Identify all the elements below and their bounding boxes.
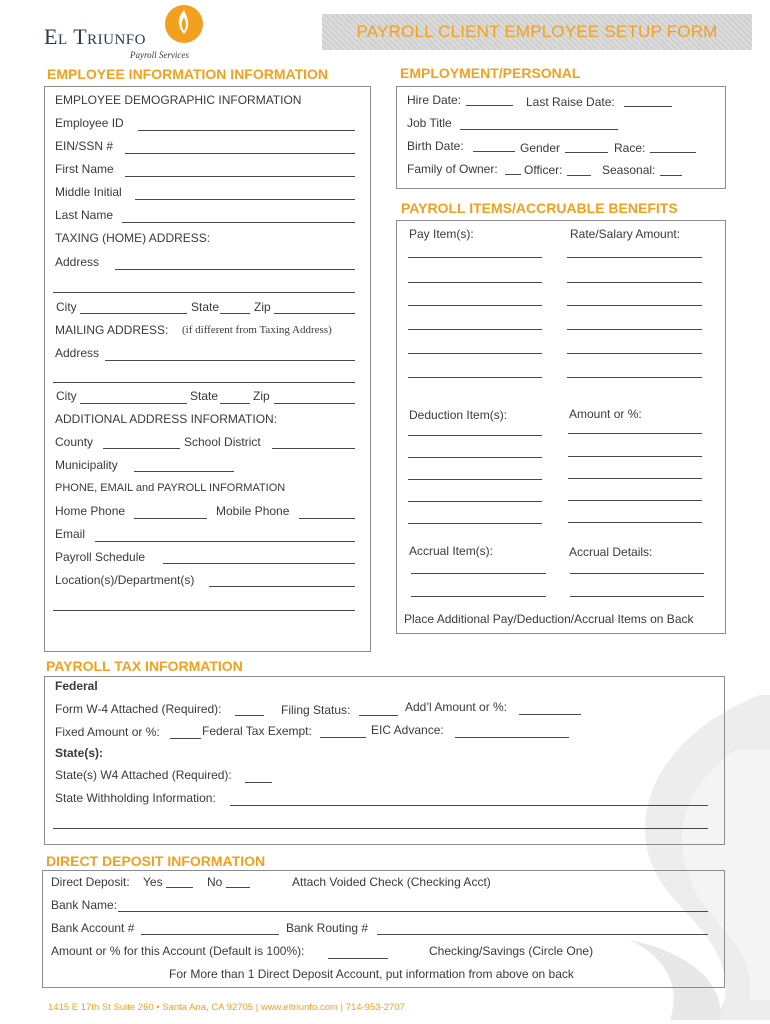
employee-id-label: Employee ID <box>55 116 124 130</box>
accrual-details-label: Accrual Details: <box>569 545 653 559</box>
yes-label: Yes <box>143 875 163 889</box>
deduction-item-field[interactable] <box>408 435 542 436</box>
form-title: PAYROLL CLIENT EMPLOYEE SETUP FORM <box>356 22 718 41</box>
logo-subtitle: Payroll Services <box>130 50 189 60</box>
no-field[interactable] <box>226 887 250 888</box>
family-of-owner-label: Family of Owner: <box>407 162 498 176</box>
city-field[interactable] <box>80 313 187 314</box>
deduction-item-field[interactable] <box>408 501 542 502</box>
bank-name-label: Bank Name: <box>51 898 118 912</box>
no-label: No <box>207 875 223 889</box>
county-field[interactable] <box>103 448 180 449</box>
county-label: County <box>55 435 94 449</box>
job-title-label: Job Title <box>407 116 452 130</box>
accrual-details-field[interactable] <box>570 573 704 574</box>
officer-field[interactable] <box>567 175 591 176</box>
employment-heading: EMPLOYMENT/PERSONAL <box>400 65 581 81</box>
more-accounts-note: For More than 1 Direct Deposit Account, put information from above on back <box>169 967 574 981</box>
deduction-amount-field[interactable] <box>568 456 702 457</box>
state-w4-label: State(s) W4 Attached (Required): <box>55 768 232 782</box>
form-title-banner <box>322 14 752 50</box>
city-label: City <box>56 300 77 314</box>
rate-field[interactable] <box>567 353 702 354</box>
zip-label: Zip <box>254 300 271 314</box>
demographic-label: EMPLOYEE DEMOGRAPHIC INFORMATION <box>55 93 302 107</box>
rate-field[interactable] <box>567 329 702 330</box>
mailing-city-field[interactable] <box>80 403 187 404</box>
location-department-field-2[interactable] <box>53 610 355 611</box>
mobile-phone-label: Mobile Phone <box>216 504 290 518</box>
filing-status-label: Filing Status: <box>281 703 351 717</box>
footer: 1415 E 17th St Suite 260 • Santa Ana, CA 92705 | www.eltriunfo.com | 714-953-2707 <box>48 1002 405 1013</box>
additional-address-label: ADDITIONAL ADDRESS INFORMATION: <box>55 412 278 426</box>
municipality-label: Municipality <box>55 458 118 472</box>
eic-advance-label: EIC Advance: <box>371 723 444 737</box>
address-field[interactable] <box>115 269 355 270</box>
home-phone-label: Home Phone <box>55 504 126 518</box>
officer-label: Officer: <box>524 163 563 177</box>
race-label: Race: <box>614 141 646 155</box>
gender-field[interactable] <box>565 152 608 153</box>
bank-account-label: Bank Account # <box>51 921 135 935</box>
employee-info-heading: EMPLOYEE INFORMATION INFORMATION <box>47 66 329 82</box>
accrual-item-field[interactable] <box>411 573 546 574</box>
deduction-item-field[interactable] <box>408 479 542 480</box>
first-name-label: First Name <box>55 162 114 176</box>
rate-field[interactable] <box>567 377 702 378</box>
mobile-phone-field[interactable] <box>299 518 355 519</box>
seasonal-label: Seasonal: <box>602 163 656 177</box>
bank-routing-label: Bank Routing # <box>286 921 369 935</box>
birth-date-label: Birth Date: <box>407 139 464 153</box>
logo-name: El Triunfo <box>44 24 146 49</box>
municipality-field[interactable] <box>134 471 234 472</box>
bank-account-field[interactable] <box>141 934 279 935</box>
pay-item-field[interactable] <box>408 353 542 354</box>
deduction-amount-field[interactable] <box>568 433 702 434</box>
mailing-city-label: City <box>56 389 77 403</box>
birth-date-field[interactable] <box>473 151 515 152</box>
w4-attached-label: Form W-4 Attached (Required): <box>55 702 222 716</box>
school-district-label: School District <box>184 435 261 449</box>
deduction-item-field[interactable] <box>408 457 542 458</box>
family-of-owner-field[interactable] <box>505 174 521 175</box>
state-withholding-field-2[interactable] <box>53 828 708 829</box>
ein-ssn-label: EIN/SSN # <box>55 139 114 153</box>
last-raise-date-label: Last Raise Date: <box>526 95 615 109</box>
last-name-label: Last Name <box>55 208 114 222</box>
fixed-amount-label: Fixed Amount or %: <box>55 725 160 739</box>
ein-ssn-field[interactable] <box>125 153 355 154</box>
address-field-2[interactable] <box>53 292 355 293</box>
direct-deposit-heading: DIRECT DEPOSIT INFORMATION <box>46 853 266 869</box>
payroll-items-heading: PAYROLL ITEMS/ACCRUABLE BENEFITS <box>401 200 678 216</box>
employee-id-field[interactable] <box>138 130 355 131</box>
filing-status-field[interactable] <box>359 715 398 716</box>
state-withholding-label: State Withholding Information: <box>55 791 216 805</box>
accrual-items-label: Accrual Item(s): <box>409 544 494 558</box>
location-department-field[interactable] <box>209 586 355 587</box>
hire-date-label: Hire Date: <box>407 93 462 107</box>
federal-label: Federal <box>55 679 98 693</box>
mailing-state-label: State <box>190 389 219 403</box>
taxing-address-label: TAXING (HOME) ADDRESS: <box>55 231 211 245</box>
job-title-field[interactable] <box>460 129 618 130</box>
mailing-zip-field[interactable] <box>274 403 355 404</box>
first-name-field[interactable] <box>125 176 355 177</box>
seasonal-field[interactable] <box>660 175 682 176</box>
middle-initial-field[interactable] <box>135 199 355 200</box>
email-field[interactable] <box>95 541 355 542</box>
amount-pct-field[interactable] <box>328 958 388 959</box>
eic-advance-field[interactable] <box>455 737 569 738</box>
mailing-state-field[interactable] <box>220 403 250 404</box>
mailing-address-field[interactable] <box>105 360 355 361</box>
deduction-items-label: Deduction Item(s): <box>409 408 508 422</box>
address-label: Address <box>55 255 100 269</box>
pay-items-label: Pay Item(s): <box>409 227 474 241</box>
pay-item-field[interactable] <box>408 257 542 258</box>
location-department-label: Location(s)/Department(s) <box>55 573 195 587</box>
mailing-address-field-label: Address <box>55 346 100 360</box>
pay-item-field[interactable] <box>408 329 542 330</box>
email-label: Email <box>55 527 86 541</box>
mailing-address-label: MAILING ADDRESS: <box>55 323 169 337</box>
w4-attached-field[interactable] <box>235 715 264 716</box>
federal-exempt-field[interactable] <box>320 737 366 738</box>
yes-field[interactable] <box>166 887 193 888</box>
state-withholding-field[interactable] <box>230 805 708 806</box>
deduction-amount-field[interactable] <box>568 500 702 501</box>
payroll-items-note: Place Additional Pay/Deduction/Accrual Items on Back <box>404 612 694 626</box>
school-district-field[interactable] <box>272 448 355 449</box>
gender-label: Gender <box>520 141 561 155</box>
race-field[interactable] <box>650 152 696 153</box>
direct-deposit-label: Direct Deposit: <box>51 875 130 889</box>
home-phone-field[interactable] <box>134 518 207 519</box>
deduction-amount-field[interactable] <box>568 478 702 479</box>
addl-amount-label: Add’l Amount or %: <box>405 700 508 714</box>
deduction-amount-field[interactable] <box>568 522 702 523</box>
amount-or-pct-label: Amount or %: <box>569 407 642 421</box>
phone-email-payroll-label: PHONE, EMAIL and PAYROLL INFORMATION <box>55 482 286 494</box>
fixed-amount-field[interactable] <box>170 738 201 739</box>
bank-routing-field[interactable] <box>377 934 708 935</box>
attach-check-label: Attach Voided Check (Checking Acct) <box>292 875 491 889</box>
pay-item-field[interactable] <box>408 305 542 306</box>
deduction-item-field[interactable] <box>408 523 542 524</box>
logo <box>44 24 146 50</box>
last-name-field[interactable] <box>122 222 355 223</box>
rate-field[interactable] <box>567 257 702 258</box>
payroll-schedule-field[interactable] <box>163 563 355 564</box>
tax-info-heading: PAYROLL TAX INFORMATION <box>46 658 243 674</box>
checking-savings-label: Checking/Savings (Circle One) <box>429 944 594 958</box>
rate-salary-label: Rate/Salary Amount: <box>570 227 681 241</box>
mailing-address-field-2[interactable] <box>53 382 355 383</box>
state-field[interactable] <box>220 313 250 314</box>
payroll-schedule-label: Payroll Schedule <box>55 550 146 564</box>
addl-amount-field[interactable] <box>519 714 581 715</box>
accrual-details-field[interactable] <box>570 596 704 597</box>
last-raise-date-field[interactable] <box>624 106 672 107</box>
rate-field[interactable] <box>567 305 702 306</box>
mailing-note: (if different from Taxing Address) <box>182 324 332 336</box>
flame-logo-icon <box>164 4 204 44</box>
state-w4-field[interactable] <box>245 782 272 783</box>
zip-field[interactable] <box>274 313 355 314</box>
amount-pct-label: Amount or % for this Account (Default is 100%): <box>51 944 305 958</box>
pay-item-field[interactable] <box>408 377 542 378</box>
rate-field[interactable] <box>567 282 702 283</box>
middle-initial-label: Middle Initial <box>55 185 122 199</box>
mailing-zip-label: Zip <box>253 389 270 403</box>
federal-exempt-label: Federal Tax Exempt: <box>202 724 312 738</box>
state-label: State <box>191 300 220 314</box>
states-label: State(s): <box>55 746 104 760</box>
bank-name-field[interactable] <box>118 911 708 912</box>
accrual-item-field[interactable] <box>411 596 546 597</box>
hire-date-field[interactable] <box>466 105 513 106</box>
pay-item-field[interactable] <box>408 282 542 283</box>
